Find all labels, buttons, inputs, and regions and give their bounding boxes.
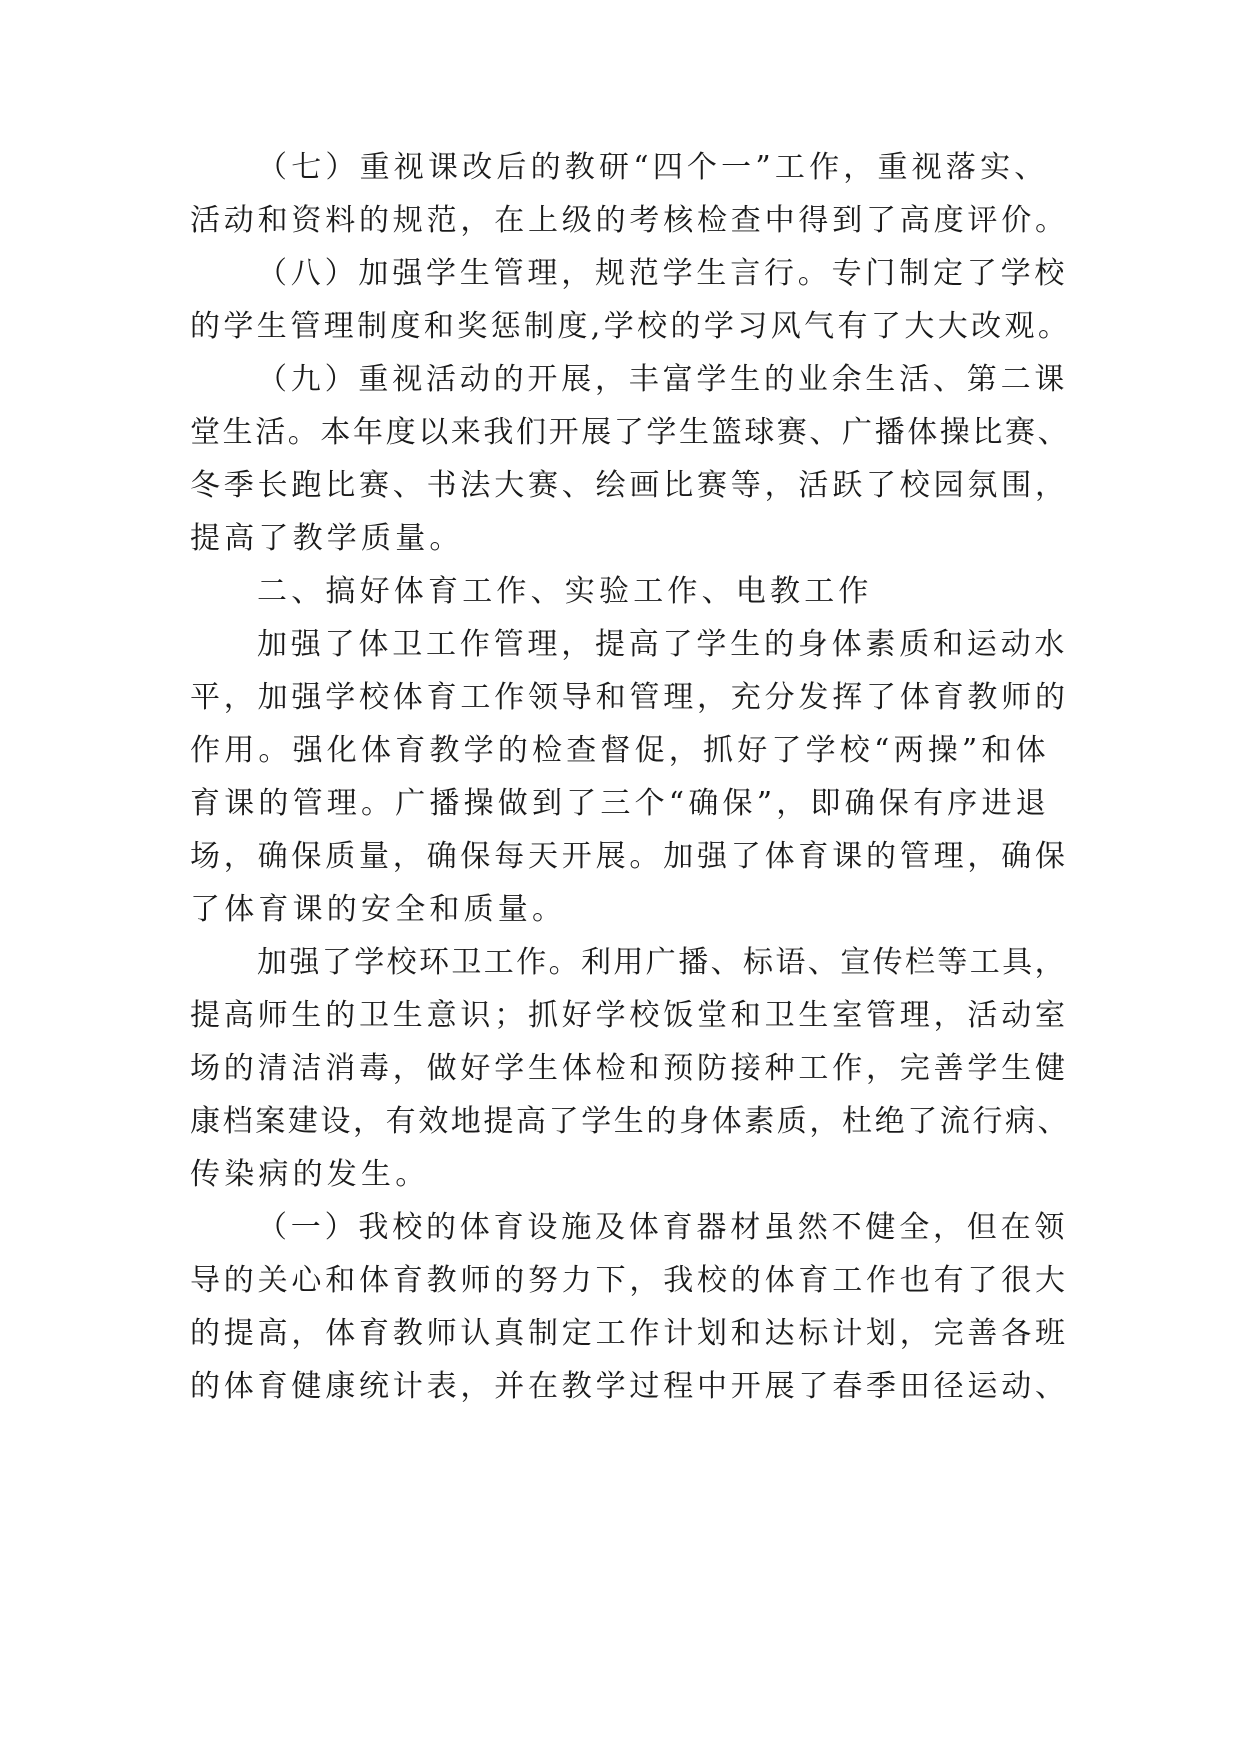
text-line: （一）我校的体育设施及体育器材虽然不健全，但在领 [257,1210,1069,1245]
text-line: 康档案建设，有效地提高了学生的身体素质，杜绝了流行病、 [190,1104,1071,1139]
text-line: 作用。强化体育教学的检查督促，抓好了学校“两操”和体 [190,733,1050,768]
text-line: 导的关心和体育教师的努力下，我校的体育工作也有了很大 [190,1263,1069,1298]
text-line: 加强了学校环卫工作。利用广播、标语、宣传栏等工具， [257,945,1067,980]
text-line: （八）加强学生管理，规范学生言行。专门制定了学校 [257,256,1069,291]
text-line: 冬季长跑比赛、书法大赛、绘画比赛等，活跃了校园氛围， [190,468,1069,503]
text-line: 活动和资料的规范，在上级的考核检查中得到了高度评价。 [190,203,1069,238]
text-line: （九）重视活动的开展，丰富学生的业余生活、第二课 [257,362,1069,397]
text-line: 的体育健康统计表，并在教学过程中开展了春季田径运动、 [190,1369,1069,1404]
text-line: 的提高，体育教师认真制定工作计划和达标计划，完善各班 [190,1316,1069,1351]
text-line: 堂生活。本年度以来我们开展了学生篮球赛、广播体操比赛、 [190,415,1071,450]
section-heading: 二、搞好体育工作、实验工作、电教工作 [257,574,873,609]
text-line: 了体育课的安全和质量。 [190,892,567,927]
text-line: 场，确保质量，确保每天开展。加强了体育课的管理，确保 [190,839,1069,874]
text-line: （七）重视课改后的教研“四个一”工作，重视落实、 [257,150,1049,185]
text-line: 提高了教学质量。 [190,521,464,556]
text-line: 育课的管理。广播操做到了三个“确保”，即确保有序进退 [190,786,1050,821]
text-line: 的学生管理制度和奖惩制度,学校的学习风气有了大大改观。 [190,309,1072,344]
text-line: 传染病的发生。 [190,1157,430,1192]
text-line: 场的清洁消毒，做好学生体检和预防接种工作，完善学生健 [190,1051,1069,1086]
text-line: 平，加强学校体育工作领导和管理，充分发挥了体育教师的 [190,680,1069,715]
text-line: 提高师生的卫生意识；抓好学校饭堂和卫生室管理，活动室 [190,998,1069,1033]
text-line: 加强了体卫工作管理，提高了学生的身体素质和运动水 [257,627,1069,662]
